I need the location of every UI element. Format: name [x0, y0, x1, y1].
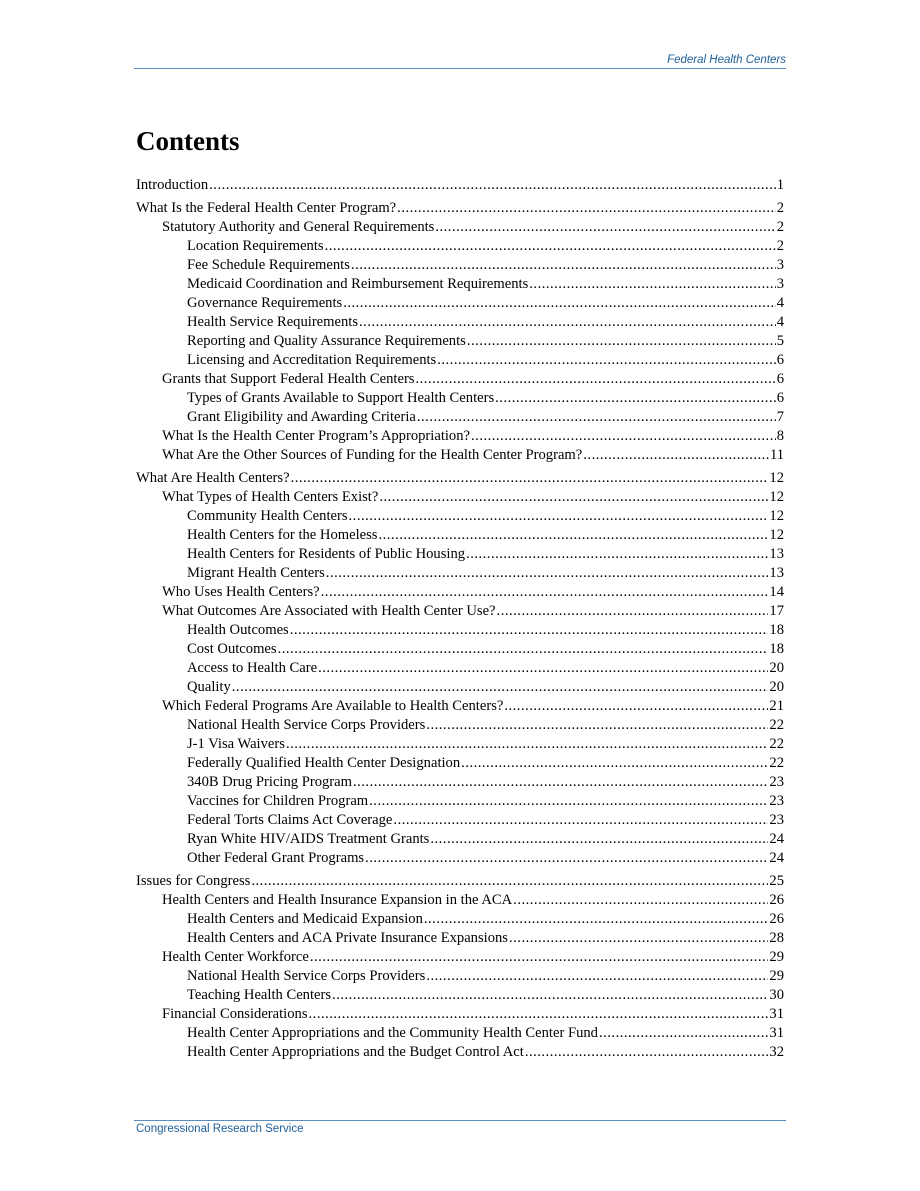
toc-entry-page-number: 18: [769, 641, 784, 657]
toc-dot-leader: [461, 754, 768, 773]
toc-entry-page-number: 4: [776, 314, 784, 330]
toc-entry[interactable]: [136, 678, 784, 697]
toc-entry-page-number: 5: [776, 333, 784, 349]
toc-entry-page-number: 23: [769, 793, 784, 809]
toc-entry[interactable]: [136, 332, 784, 351]
toc-entry-page-number: 26: [769, 911, 784, 927]
toc-dot-leader: [525, 1043, 769, 1062]
toc-entry-page-number: 22: [769, 755, 784, 771]
toc-entry-page-number: 21: [769, 698, 784, 714]
toc-entry-title: Which Federal Programs Are Available to Health Centers?: [162, 698, 504, 714]
toc-entry[interactable]: [136, 446, 784, 465]
toc-entry-page-number: 7: [776, 409, 784, 425]
toc-entry-title: Federally Qualified Health Center Designation: [187, 755, 461, 771]
toc-entry-page-number: 32: [769, 1044, 784, 1060]
toc-dot-leader: [369, 792, 768, 811]
toc-entry-title: Cost Outcomes: [187, 641, 277, 657]
toc-dot-leader: [509, 929, 768, 948]
toc-entry-title: Teaching Health Centers: [187, 987, 332, 1003]
toc-entry-page-number: 18: [769, 622, 784, 638]
toc-entry-title: Other Federal Grant Programs: [187, 850, 365, 866]
toc-entry-page-number: 2: [776, 219, 784, 235]
toc-entry[interactable]: [136, 275, 784, 294]
toc-dot-leader: [397, 199, 776, 218]
toc-dot-leader: [309, 1005, 769, 1024]
toc-entry-title: Fee Schedule Requirements: [187, 257, 350, 273]
toc-entry-title: Access to Health Care: [187, 660, 318, 676]
toc-entry[interactable]: [136, 659, 784, 678]
toc-entry[interactable]: [136, 1043, 784, 1062]
toc-entry-title: Location Requirements: [187, 238, 324, 254]
toc-entry-title: Introduction: [136, 177, 209, 193]
toc-entry-title: What Outcomes Are Associated with Health Center Use?: [162, 603, 496, 619]
toc-entry-title: Financial Considerations: [162, 1006, 308, 1022]
toc-dot-leader: [435, 218, 775, 237]
toc-entry-title: Health Centers and ACA Private Insurance Expansions: [187, 930, 508, 946]
toc-dot-leader: [351, 256, 776, 275]
toc-entry[interactable]: [136, 408, 784, 427]
toc-entry-title: Issues for Congress: [136, 873, 251, 889]
toc-entry-title: Types of Grants Available to Support Health Centers: [187, 390, 495, 406]
toc-dot-leader: [466, 545, 768, 564]
toc-entry[interactable]: [136, 811, 784, 830]
toc-entry[interactable]: [136, 948, 784, 967]
toc-entry-title: What Are the Other Sources of Funding for the Health Center Program?: [162, 447, 583, 463]
toc-dot-leader: [349, 507, 769, 526]
toc-entry[interactable]: [136, 1024, 784, 1043]
toc-entry-page-number: 17: [769, 603, 784, 619]
toc-dot-leader: [291, 469, 769, 488]
toc-dot-leader: [232, 678, 769, 697]
toc-entry[interactable]: [136, 176, 784, 195]
toc-entry-page-number: 2: [776, 238, 784, 254]
toc-dot-leader: [467, 332, 776, 351]
toc-dot-leader: [599, 1024, 768, 1043]
toc-dot-leader: [379, 488, 768, 507]
toc-dot-leader: [426, 967, 768, 986]
toc-entry[interactable]: [136, 1005, 784, 1024]
toc-entry[interactable]: [136, 849, 784, 868]
toc-entry-title: Governance Requirements: [187, 295, 343, 311]
toc-entry[interactable]: [136, 830, 784, 849]
toc-entry-page-number: 12: [769, 470, 784, 486]
toc-entry-page-number: 23: [769, 774, 784, 790]
toc-entry[interactable]: [136, 237, 784, 256]
toc-entry[interactable]: [136, 735, 784, 754]
running-header-title: Federal Health Centers: [667, 54, 786, 66]
toc-entry-page-number: 29: [769, 949, 784, 965]
toc-dot-leader: [513, 891, 768, 910]
toc-entry-title: National Health Service Corps Providers: [187, 717, 426, 733]
toc-entry[interactable]: [136, 351, 784, 370]
toc-entry-page-number: 11: [769, 447, 784, 463]
toc-entry[interactable]: [136, 640, 784, 659]
toc-entry-page-number: 12: [769, 527, 784, 543]
toc-entry-title: What Types of Health Centers Exist?: [162, 489, 379, 505]
toc-entry-page-number: 23: [769, 812, 784, 828]
toc-entry-page-number: 12: [769, 489, 784, 505]
toc-entry[interactable]: [136, 986, 784, 1005]
toc-entry-title: Medicaid Coordination and Reimbursement Requirements: [187, 276, 529, 292]
toc-entry-title: Health Centers for the Homeless: [187, 527, 378, 543]
toc-entry-page-number: 6: [776, 352, 784, 368]
toc-entry-page-number: 20: [769, 660, 784, 676]
toc-dot-leader: [424, 910, 769, 929]
toc-entry[interactable]: [136, 389, 784, 408]
toc-entry-title: National Health Service Corps Providers: [187, 968, 426, 984]
toc-entry-title: Health Centers and Health Insurance Expansion in the ACA: [162, 892, 513, 908]
toc-dot-leader: [416, 370, 776, 389]
toc-entry-title: Grant Eligibility and Awarding Criteria: [187, 409, 416, 425]
toc-dot-leader: [310, 948, 769, 967]
toc-entry-page-number: 31: [769, 1006, 784, 1022]
toc-entry-title: What Are Health Centers?: [136, 470, 290, 486]
header-rule: [134, 68, 786, 69]
toc-entry-page-number: 29: [769, 968, 784, 984]
toc-entry-title: Community Health Centers: [187, 508, 348, 524]
toc-entry[interactable]: [136, 427, 784, 446]
toc-entry-page-number: 3: [776, 257, 784, 273]
toc-dot-leader: [471, 427, 776, 446]
toc-entry-page-number: 2: [776, 200, 784, 216]
toc-entry-title: What Is the Federal Health Center Program?: [136, 200, 397, 216]
toc-entry-title: Reporting and Quality Assurance Requirements: [187, 333, 466, 349]
toc-entry-title: 340B Drug Pricing Program: [187, 774, 352, 790]
toc-entry[interactable]: [136, 967, 784, 986]
toc-entry-title: What Is the Health Center Program’s Appropriation?: [162, 428, 471, 444]
toc-entry-page-number: 22: [769, 736, 784, 752]
toc-entry[interactable]: [136, 754, 784, 773]
toc-entry-page-number: 12: [769, 508, 784, 524]
toc-entry-title: Health Centers for Residents of Public Housing: [187, 546, 466, 562]
toc-dot-leader: [504, 697, 768, 716]
toc-entry-title: Quality: [187, 679, 231, 695]
toc-dot-leader: [286, 735, 768, 754]
toc-entry-title: J-1 Visa Waivers: [187, 736, 285, 752]
toc-entry[interactable]: [136, 370, 784, 389]
toc-entry-page-number: 14: [769, 584, 784, 600]
toc-entry[interactable]: [136, 507, 784, 526]
toc-entry[interactable]: [136, 583, 784, 602]
toc-entry-page-number: 13: [769, 546, 784, 562]
toc-dot-leader: [417, 408, 776, 427]
toc-entry-page-number: 4: [776, 295, 784, 311]
toc-entry[interactable]: [136, 621, 784, 640]
toc-entry[interactable]: [136, 199, 784, 218]
table-of-contents: [136, 176, 784, 1062]
toc-entry[interactable]: [136, 313, 784, 332]
toc-dot-leader: [251, 872, 768, 891]
toc-entry[interactable]: [136, 488, 784, 507]
toc-dot-leader: [378, 526, 768, 545]
toc-entry[interactable]: [136, 256, 784, 275]
toc-entry[interactable]: [136, 294, 784, 313]
toc-entry-title: Health Center Appropriations and the Budget Control Act: [187, 1044, 524, 1060]
toc-entry[interactable]: [136, 891, 784, 910]
toc-entry[interactable]: [136, 716, 784, 735]
toc-dot-leader: [529, 275, 775, 294]
toc-dot-leader: [359, 313, 776, 332]
toc-entry[interactable]: [136, 469, 784, 488]
footer-publisher: Congressional Research Service: [136, 1123, 304, 1135]
toc-dot-leader: [325, 237, 776, 256]
toc-entry-title: Statutory Authority and General Requirements: [162, 219, 435, 235]
toc-entry-page-number: 20: [769, 679, 784, 695]
toc-dot-leader: [430, 830, 768, 849]
toc-entry[interactable]: [136, 526, 784, 545]
toc-entry-page-number: 31: [769, 1025, 784, 1041]
toc-dot-leader: [365, 849, 768, 868]
toc-dot-leader: [321, 583, 769, 602]
toc-dot-leader: [353, 773, 768, 792]
toc-entry-title: Health Center Workforce: [162, 949, 309, 965]
toc-entry[interactable]: [136, 910, 784, 929]
toc-entry-page-number: 3: [776, 276, 784, 292]
toc-entry-page-number: 22: [769, 717, 784, 733]
toc-entry[interactable]: [136, 564, 784, 583]
toc-entry-title: Federal Torts Claims Act Coverage: [187, 812, 393, 828]
toc-entry-page-number: 26: [769, 892, 784, 908]
toc-entry[interactable]: [136, 697, 784, 716]
toc-entry[interactable]: [136, 602, 784, 621]
toc-entry[interactable]: [136, 218, 784, 237]
toc-dot-leader: [209, 176, 776, 195]
toc-entry-title: Vaccines for Children Program: [187, 793, 369, 809]
contents-heading: Contents: [136, 126, 240, 156]
toc-entry[interactable]: [136, 929, 784, 948]
toc-dot-leader: [393, 811, 768, 830]
toc-entry[interactable]: [136, 773, 784, 792]
toc-entry[interactable]: [136, 792, 784, 811]
toc-dot-leader: [583, 446, 769, 465]
toc-entry-page-number: 30: [769, 987, 784, 1003]
toc-entry-title: Health Centers and Medicaid Expansion: [187, 911, 423, 927]
toc-dot-leader: [437, 351, 775, 370]
toc-entry-title: Health Service Requirements: [187, 314, 359, 330]
toc-entry-title: Health Outcomes: [187, 622, 289, 638]
toc-entry[interactable]: [136, 872, 784, 891]
toc-entry-title: Health Center Appropriations and the Community Health Center Fund: [187, 1025, 598, 1041]
toc-entry-page-number: 28: [769, 930, 784, 946]
toc-entry-page-number: 13: [769, 565, 784, 581]
toc-entry-page-number: 24: [769, 850, 784, 866]
toc-dot-leader: [318, 659, 768, 678]
toc-entry-page-number: 6: [776, 371, 784, 387]
toc-entry-title: Grants that Support Federal Health Centers: [162, 371, 415, 387]
toc-dot-leader: [497, 602, 769, 621]
footer-rule: [134, 1120, 786, 1121]
toc-entry-title: Licensing and Accreditation Requirements: [187, 352, 437, 368]
toc-dot-leader: [332, 986, 768, 1005]
toc-dot-leader: [326, 564, 769, 583]
toc-entry-page-number: 25: [769, 873, 784, 889]
toc-entry-title: Migrant Health Centers: [187, 565, 325, 581]
toc-entry-page-number: 8: [776, 428, 784, 444]
toc-dot-leader: [290, 621, 769, 640]
toc-dot-leader: [278, 640, 769, 659]
toc-dot-leader: [343, 294, 776, 313]
toc-entry[interactable]: [136, 545, 784, 564]
toc-entry-page-number: 24: [769, 831, 784, 847]
toc-dot-leader: [426, 716, 768, 735]
toc-dot-leader: [495, 389, 776, 408]
toc-entry-title: Who Uses Health Centers?: [162, 584, 320, 600]
toc-entry-page-number: 1: [776, 177, 784, 193]
toc-entry-page-number: 6: [776, 390, 784, 406]
toc-entry-title: Ryan White HIV/AIDS Treatment Grants: [187, 831, 430, 847]
